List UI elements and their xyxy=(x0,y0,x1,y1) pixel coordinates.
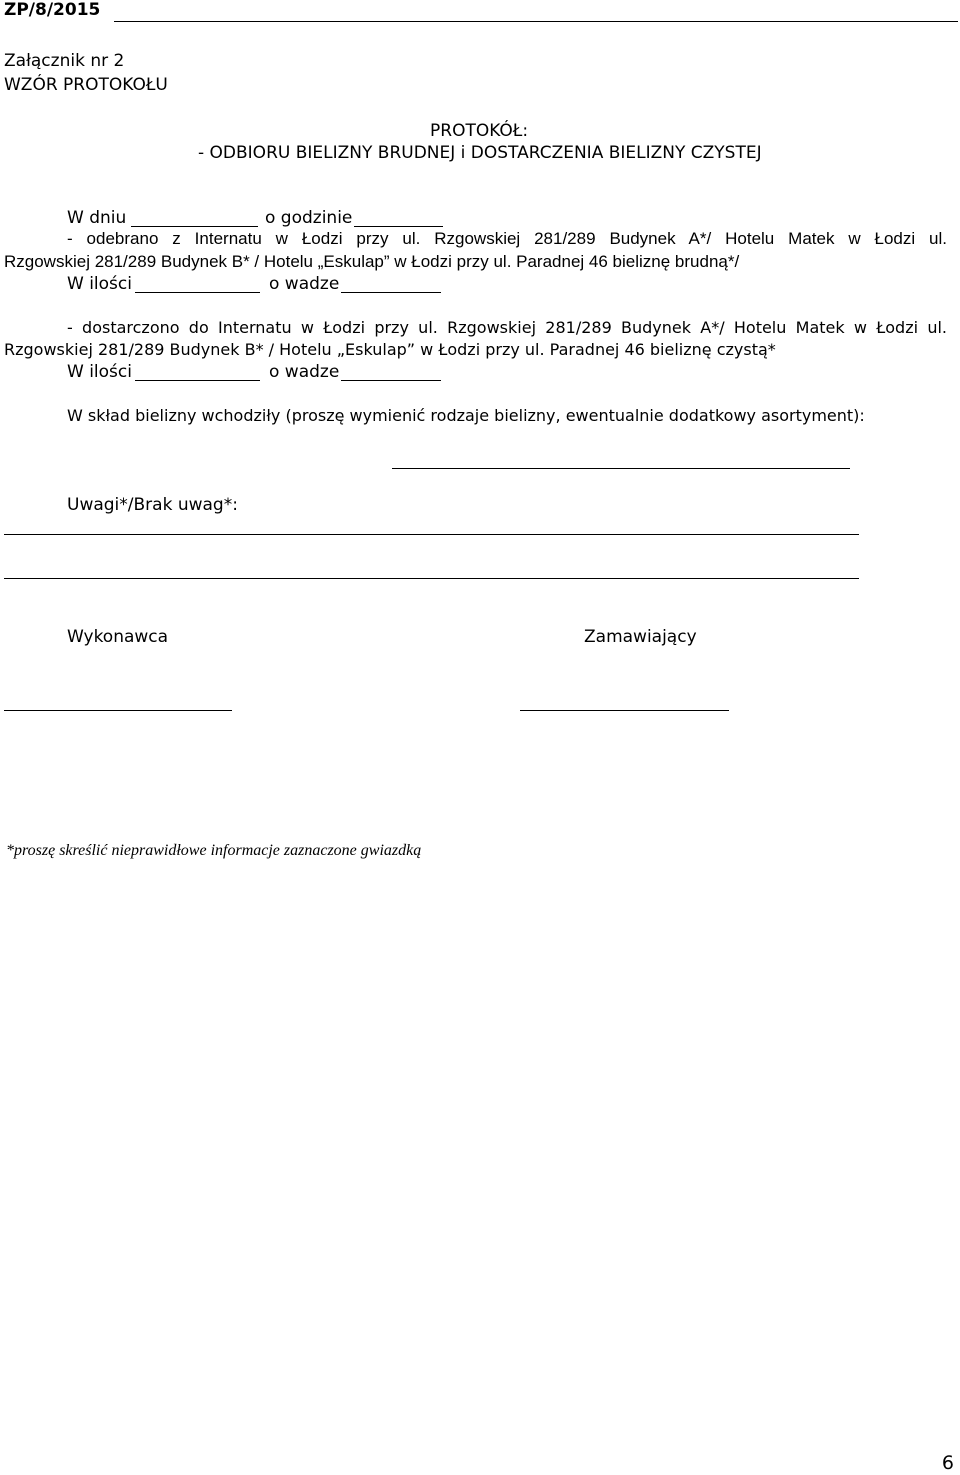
page-number: 6 xyxy=(941,1452,954,1474)
remarks-field-2[interactable] xyxy=(4,578,859,579)
delivery-quantity-label: W ilości xyxy=(67,362,132,382)
date-field[interactable] xyxy=(131,226,258,227)
contractor-label: Wykonawca xyxy=(67,627,169,647)
pickup-quantity-label: W ilości xyxy=(67,274,132,294)
remarks-field-1[interactable] xyxy=(4,534,859,535)
header-rule xyxy=(114,21,958,22)
delivery-quantity-field[interactable] xyxy=(135,380,260,381)
pickup-quantity-field[interactable] xyxy=(135,292,260,293)
delivery-line-1: - dostarczono do Internatu w Łodzi przy ul. Rzgowskiej 281/289 Budynek A*/ Hotelu Matek w Łodzi ul. xyxy=(67,318,947,337)
client-signature-field[interactable] xyxy=(520,710,729,711)
composition-label: W skład bielizny wchodziły (proszę wymienić rodzaje bielizny, ewentualnie dodatkowy asortyment): xyxy=(67,406,865,425)
remarks-label: Uwagi*/Brak uwag*: xyxy=(67,495,238,515)
contractor-signature-field[interactable] xyxy=(4,710,232,711)
composition-field[interactable] xyxy=(392,468,850,469)
protocol-title: PROTOKÓŁ: xyxy=(430,121,529,141)
client-label: Zamawiający xyxy=(584,627,697,647)
pickup-line-2: Rzgowskiej 281/289 Budynek B* / Hotelu „Eskulap” w Łodzi przy ul. Paradnej 46 bieliznę brudną*/ xyxy=(4,252,740,271)
date-label: W dniu xyxy=(67,208,127,228)
delivery-weight-field[interactable] xyxy=(341,380,441,381)
delivery-line-2: Rzgowskiej 281/289 Budynek B* / Hotelu „Eskulap” w Łodzi przy ul. Paradnej 46 bieliznę czystą* xyxy=(4,340,776,359)
template-title: WZÓR PROTOKOŁU xyxy=(4,75,168,95)
protocol-subtitle: - ODBIORU BIELIZNY BRUDNEJ i DOSTARCZENIA BIELIZNY CZYSTEJ xyxy=(198,143,762,163)
document-number: ZP/8/2015 xyxy=(4,0,101,20)
pickup-line-1: - odebrano z Internatu w Łodzi przy ul. Rzgowskiej 281/289 Budynek A*/ Hotelu Matek w Łodzi ul. xyxy=(67,229,947,248)
pickup-weight-field[interactable] xyxy=(341,292,441,293)
pickup-weight-label: o wadze xyxy=(269,274,340,294)
time-field[interactable] xyxy=(354,226,443,227)
attachment-number: Załącznik nr 2 xyxy=(4,51,125,71)
time-label: o godzinie xyxy=(265,208,353,228)
footnote: *proszę skreślić nieprawidłowe informacje zaznaczone gwiazdką xyxy=(6,842,422,859)
delivery-weight-label: o wadze xyxy=(269,362,340,382)
